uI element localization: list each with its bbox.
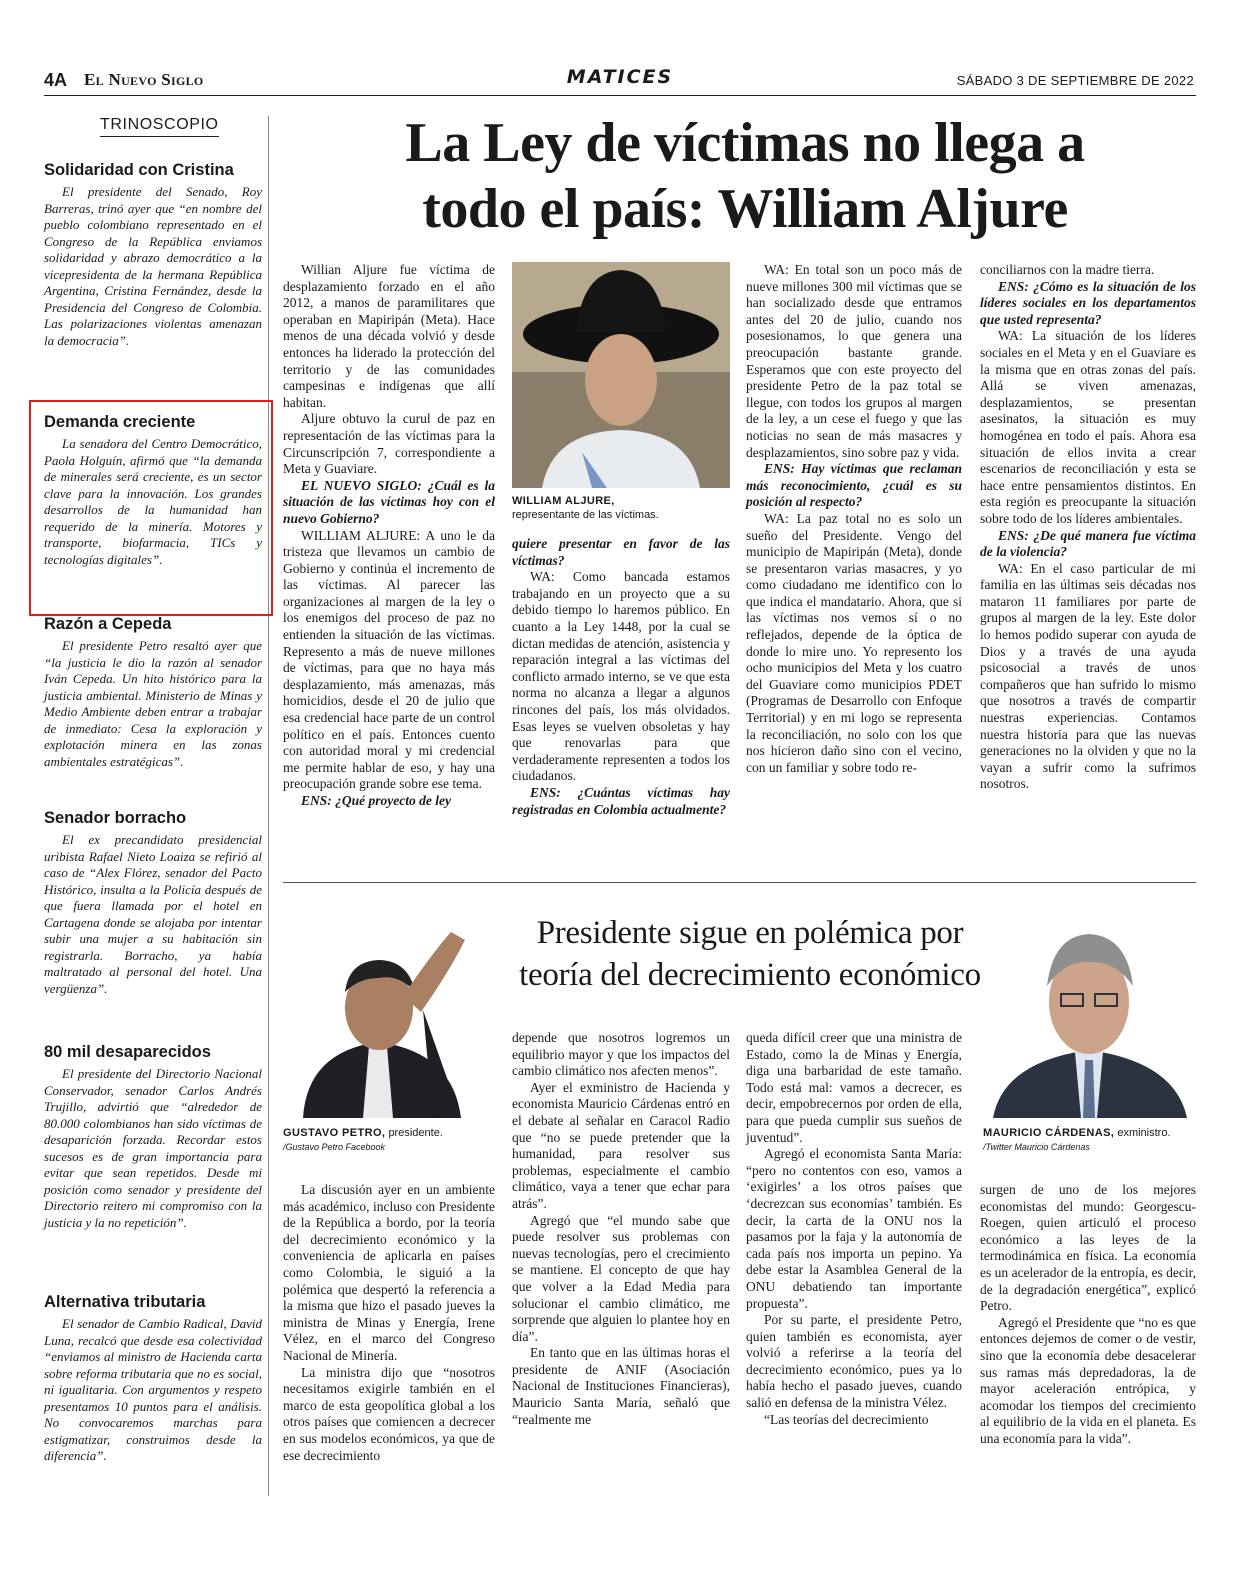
photo-caption: [983, 1126, 1198, 1154]
sidebar-label: TRINOSCOPIO: [100, 116, 219, 137]
paragraph: WA: La paz total no es solo un sueño del Presidente. Vengo del municipio de Mapiripán (Meta), donde se presentaron varias masacres, y yo como ciudadano me identifico con lo que indica el mandatario. Ahora, que si las víctimas nos vemos sí o no reflejados, depende de la óptica de donde lo mire uno. Yo represento los ocho municipios del Meta y los cuatro del Guaviare como municipios PDET (Programas de Desarrollo con Enfoque Territorial) y en mi logo se representa la reconciliación, no solo con los que nos hicieron daño sino con el vecino, con un familiar y sobre todo re-: [746, 510, 962, 775]
article2-column-3: [746, 1030, 962, 1428]
section-name: MATICES: [566, 66, 674, 88]
photo-caption: [283, 1126, 503, 1154]
article1-column-1: [283, 262, 495, 810]
paragraph: WA: Como bancada estamos trabajando en un proyecto que a su debido tiempo lo haremos público. En cuanto a la Ley 1448, por la cual se dictan medidas de atención, asistencia y reparación integral a las víctimas del conflicto armado interno, se ve que esta norma no alcanza a llegar a algunos rincones del país, los más olvidados. Esas leyes se vuelven obsoletas y hay que renovarlas para que verdaderamente representen a todos los ciudadanos.: [512, 569, 730, 784]
caption-name: MAURICIO CÁRDENAS,: [983, 1127, 1115, 1139]
article1-column-4: [980, 262, 1196, 793]
caption-role: representante de las víctimas.: [512, 509, 659, 521]
paragraph: Agregó el economista Santa María: “pero no contentos con eso, vamos a ‘exigirles’ a los otros países que ‘decrezcan sus economías’ también. Es decir, la carta de la ONU nos la pasamos por la faja y la autonomía de cada país nos importa un pepino. Ya debe estar la Asamblea General de la ONU debatiendo tan importante propuesta”.: [746, 1146, 962, 1311]
portrait-illustration: [512, 262, 730, 488]
sidebar-item: [44, 808, 262, 997]
article1-column-3: [746, 262, 962, 776]
sidebar-item: [44, 1292, 262, 1465]
article-divider: [283, 882, 1196, 883]
question: ENS: ¿De qué manera fue víctima de la violencia?: [980, 527, 1196, 560]
sidebar-item-title: 80 mil desaparecidos: [44, 1043, 211, 1061]
paragraph: WA: En el caso particular de mi familia en las últimas seis décadas nos mataron 11 familiares por parte de grupos al margen de la ley. Este dolor lo hemos podido superar con ayuda de Dios y a través de una ayuda psicosocial a través de unos compañeros que han sufrido lo mismo que nosotros a través de compartir nuestras experiencias. Contamos nuestra historia para que las nuevas generaciones no la olviden y que no la vayan a sufrir como la sufrimos nosotros.: [980, 560, 1196, 792]
paragraph: queda difícil creer que una ministra de Estado, como la de Minas y Energía, diga una barbaridad de este tamaño. Todo está mal: vamos a decrecer, es decir, empobrecernos por orden de ella, para que pueda cumplir sus sueños de juventud”.: [746, 1030, 962, 1145]
mauricio-cardenas-photo: [983, 912, 1195, 1118]
sidebar-item-text: El ex precandidato presidencial uribista Rafael Nieto Loaiza se refirió al caso de “Alex Flórez, senador del Pacto Histórico, insulta a la Policía después de que fuera llamada por el hotel en Cartagena donde se alojaba por intentar subir una mujer a su habitación sin registrarla. Borracho, ya había maltratado al personal del hotel. Una vergüenza”.: [44, 832, 262, 996]
photo-caption: [512, 494, 732, 522]
sidebar-item-text: La senadora del Centro Democrático, Paola Holguín, afirmó que “la demanda de minerales será creciente, es un sector clave para la innovación. Los grandes desarrollos de la humanidad han requerido de la minería. Motores y transporte, biofarmacia, TICs y tecnologías digitales”.: [44, 436, 262, 567]
paragraph: depende que nosotros logremos un equilibrio mayor y que los impactos del cambio climático nos afecten menos”.: [512, 1030, 730, 1079]
article2-column-1: [283, 1182, 495, 1464]
sidebar-item-text: El presidente del Senado, Roy Barreras, trinó ayer que “en nombre del pueblo colombiano representado en el Congreso de la República enviamos solidaridad y abrazo democrático a la vicepresidenta de la hermana República Argentina, Cristina Fernández, desde la Presidencia del Congreso de Colombia. Las polarizaciones violentas amenazan la democracia”.: [44, 184, 262, 348]
page-number: 4A: [44, 70, 68, 90]
sidebar-item-text: El presidente Petro resaltó ayer que “la justicia le dio la razón al senador Iván Cepeda. Un hito histórico para la justicia ambiental. Ministerio de Minas y Medio Ambiente deben entrar a trabajar de inmediato: Cesa la exploración y explotación minera en las zonas ambientales estratégicas”.: [44, 638, 262, 769]
question: quiere presentar en favor de las víctimas?: [512, 536, 730, 568]
paragraph: “Las teorías del decrecimiento: [764, 1411, 929, 1427]
paragraph: Aljure obtuvo la curul de paz en representación de las víctimas para la Circunscripción 7, correspondiente a Meta y Guaviare.: [283, 411, 495, 477]
headline-line: Presidente sigue en polémica por: [536, 915, 964, 951]
paragraph: Por su parte, el presidente Petro, quien también es economista, ayer volvió a referirse a la teoría del decrecimiento económico, pues ya lo había hecho el pasado jueves, cuando salió en defensa de la ministra Vélez.: [746, 1312, 962, 1411]
headline-line: La Ley de víctimas no llega a: [405, 112, 1085, 174]
sidebar-item: [44, 1042, 262, 1231]
caption-name: WILLIAM ALJURE,: [512, 495, 615, 507]
photo-credit: /Gustavo Petro Facebook: [283, 1142, 386, 1152]
headline-line: teoría del decrecimiento económico: [519, 957, 981, 993]
gustavo-petro-photo: [283, 912, 483, 1118]
sidebar-item-title: Senador borracho: [44, 809, 187, 827]
question: EL NUEVO SIGLO: ¿Cuál es la situación de las víctimas hoy con el nuevo Gobierno?: [283, 477, 495, 526]
paragraph: WILLIAM ALJURE: A uno le da tristeza que llevamos un cambio de Gobierno y continúa el incremento de las víctimas. Al parecer las organizaciones al margen de la ley o los enemigos del proceso de paz no entienden la situación de las víctimas. Represento a más de nueve millones de víctimas, para que no haya más desplazamiento, más amenazas, más homicidios, desde el 20 de julio que esa credencial hace parte de un control político en el país. Entonces cuento con autoridad moral y mi credencial me permite hablar de eso, y hay una preocupación grande sobre ese tema.: [283, 527, 495, 792]
issue-date: SÁBADO 3 DE SEPTIEMBRE DE 2022: [956, 73, 1194, 88]
article2-column-2: [512, 1030, 730, 1428]
sidebar-item: [44, 614, 262, 770]
sidebar-item-text: El presidente del Directorio Nacional Conservador, senador Carlos Andrés Trujillo, advirtió que “alrededor de 80.000 colombianos han sido víctimas de desaparición forzada. Recordar estos sucesos es de gran importancia para evitar que sean repetidos. Desde mi posición como senador y presidente del Directorio reitero mi compromiso con la justicia y la no repetición”.: [44, 1066, 262, 1230]
header-rule: [44, 95, 1196, 96]
sidebar-item-title: Alternativa tributaria: [44, 1293, 206, 1311]
sidebar-item-text: El senador de Cambio Radical, David Luna, recalcó que desde esa colectividad “enviamos al ministro de Hacienda carta sobre reforma tributaria que no es social, ni igualitaria. Con argumentos y respeto presentamos 10 puntos para el análisis. No convocaremos marchas para estigmatizar, construimos desde la diferencia”.: [44, 1316, 262, 1463]
paragraph: Ayer el exministro de Hacienda y economista Mauricio Cárdenas entró en el debate al señalar en Caracol Radio que “no se puede pretender que la humanidad, para resolver sus problemas, especialmente el cambio climático, vaya a tener que echar para atrás”.: [512, 1079, 730, 1211]
paragraph: La ministra dijo que “nosotros necesitamos exigirle también en el marco de esta geopolítica global a los otros países que comiencen a decrecer en sus modelos económicos, ya que de ese decrecimiento: [283, 1364, 495, 1463]
sidebar-item: [44, 160, 262, 349]
article2-column-4: [980, 1182, 1196, 1448]
portrait-illustration: [283, 912, 483, 1118]
article1-column-2: [512, 536, 730, 818]
newspaper-name: El Nuevo Siglo: [84, 70, 204, 89]
caption-role: presidente.: [388, 1127, 443, 1139]
sidebar-item-title: Demanda creciente: [44, 413, 196, 431]
sidebar-item-title: Solidaridad con Cristina: [44, 161, 234, 179]
portrait-illustration: [983, 912, 1195, 1118]
question: ENS: ¿Cómo es la situación de los líderes sociales en los departamentos que usted representa?: [980, 278, 1196, 327]
highlight-box: [29, 400, 273, 616]
paragraph: surgen de uno de los mejores economistas del mundo: Georgescu-Roegen, quien articuló el proceso económico a las leyes de la termodinámica en física. La economía es un acelerador de la entropía, es decir, de la degradación energética”, explicó Petro.: [980, 1182, 1196, 1314]
caption-role: exministro.: [1117, 1127, 1171, 1139]
question: ENS: ¿Qué proyecto de ley: [301, 793, 451, 808]
photo-credit: /Twitter Mauricio Cárdenas: [983, 1142, 1090, 1152]
question: ENS: Hay víctimas que reclaman más reconocimiento, ¿cuál es su posición al respecto?: [746, 461, 962, 510]
paragraph: WA: La situación de los líderes sociales en el Meta y en el Guaviare es la misma que en otras zonas del país. Allá se viven amenazas, desplazamientos, se presentan asesinatos, la situación es muy homogénea en todo el país. Ahora esa situación de ellos invita a crear escenarios de reconciliación y esta se hace entre pensamientos distintos. En esta región es preocupante la situación sobre todo de los líderes ambientales.: [980, 328, 1196, 526]
paragraph: En tanto que en las últimas horas el presidente de ANIF (Asociación Nacional de Instituciones Financieras), Mauricio Santa María, señaló que “realmente me: [512, 1345, 730, 1427]
headline-line: todo el país: William Aljure: [422, 178, 1068, 240]
paragraph: WA: En total son un poco más de nueve millones 300 mil víctimas que se han socializado desde que entramos antes del 20 de julio, cuando nos posesionamos, lo que genera una preocupación bastante grande. Esperamos que con este proyecto del presidente Petro de la paz total se llegue, con todos los grupos al margen de la ley, a un cese el fuego y que las noticias no sean de más masacres y desplazamientos, sino sobre paz y vida.: [746, 262, 962, 460]
paragraph: La discusión ayer en un ambiente más académico, incluso con Presidente de la República a bordo, por la teoría del decrecimiento económico y la conveniencia de aplicarla en países como Colombia, le siguió a la polémica que despertó la referencia a la misma que hizo el pasado jueves la ministra de Minas y Energía, Irene Vélez, en el marco del Congreso Nacional de Minería.: [283, 1182, 495, 1363]
william-aljure-photo: [512, 262, 730, 488]
paragraph: Willian Aljure fue víctima de desplazamiento forzado en el año 2012, a manos de paramilitares que operaban en Mapiripán (Meta). Hace menos de una década volvió y desde entonces ha liderado la protección del territorio y de las comunidades campesinas e indígenas que allí habitan.: [283, 262, 495, 410]
paragraph: Agregó el Presidente que “no es que entonces dejemos de comer o de vestir, sino que la economía debe desacelerar sus ramas más depredadoras, la de mayor aceleración entrópica, y acomodar los tiempos del crecimiento al equilibrio de la vida en el planeta. Es una economía para la vida”.: [980, 1314, 1196, 1446]
caption-name: GUSTAVO PETRO,: [283, 1127, 386, 1139]
question: ENS: ¿Cuántas víctimas hay registradas en Colombia actualmente?: [512, 784, 730, 817]
sidebar-divider: [268, 116, 269, 1496]
sidebar-item-title: Razón a Cepeda: [44, 615, 172, 633]
article2-headline: [470, 912, 1030, 996]
paragraph: conciliarnos con la madre tierra.: [980, 262, 1155, 277]
article1-headline: [290, 110, 1200, 242]
paragraph: Agregó que “el mundo sabe que puede resolver sus problemas con nuevas tecnologías, pero el crecimiento se mantiene. El concepto de que hay que volver a la Edad Media para solucionar el cambio climático, me sorprende que alguien lo plantee hoy en día”.: [512, 1212, 730, 1344]
